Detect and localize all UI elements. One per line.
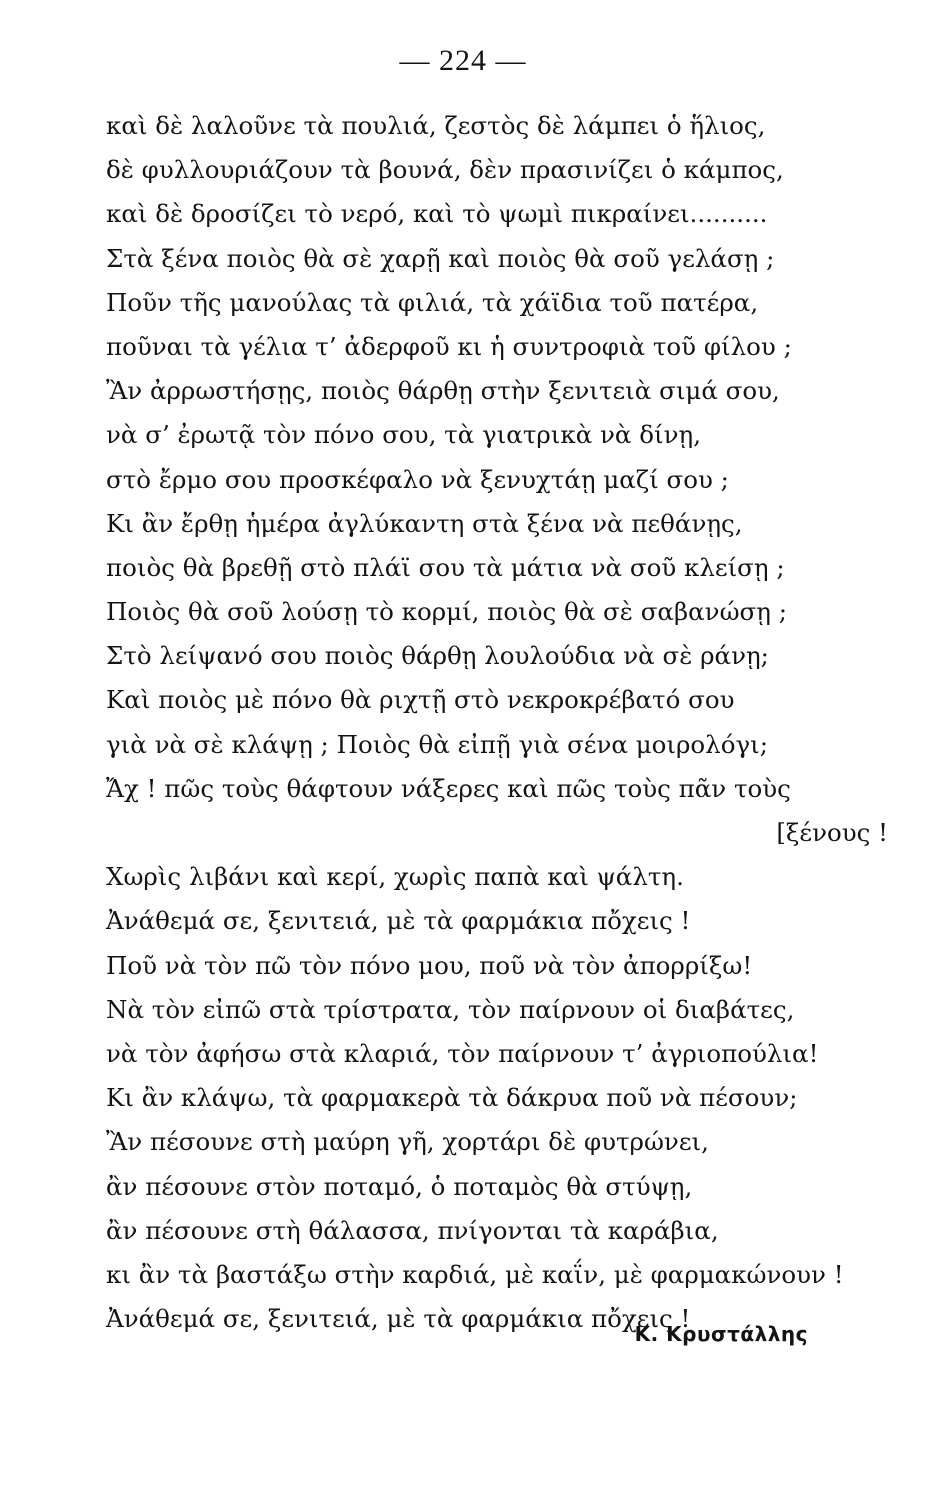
- poem-line: Κι ἂν κλάψω, τὰ φαρμακερὰ τὰ δάκρυα ποῦ νὰ πέσουν;: [106, 1083, 798, 1113]
- poem-text: [106, 104, 896, 1341]
- poem-line: κι ἂν τὰ βαστάξω στὴν καρδιά, μὲ καΐν, μὲ φαρμακώνουν !: [106, 1259, 844, 1289]
- author-signature: Κ. Κρυστάλλης: [634, 1322, 808, 1346]
- poem-line: Κι ἂν ἔρθῃ ἡμέρα ἀγλύκαντη στὰ ξένα νὰ πεθάνῃς,: [106, 508, 743, 538]
- poem-line: Χωρὶς λιβάνι καὶ κερί, χωρὶς παπὰ καὶ ψάλτη.: [106, 862, 684, 892]
- page-number: — 224 —: [399, 44, 527, 77]
- poem-line: Ποιὸς θὰ σοῦ λούσῃ τὸ κορμί, ποιὸς θὰ σὲ σαβανώσῃ ;: [106, 597, 787, 627]
- poem-line: ποιὸς θὰ βρεθῇ στὸ πλάϊ σου τὰ μάτια νὰ σοῦ κλείσῃ ;: [106, 552, 785, 582]
- poem-line: ἂν πέσουνε στὸν ποταμό, ὁ ποταμὸς θὰ στύψῃ,: [106, 1171, 693, 1201]
- poem-line: Ἀνάθεμά σε, ξενιτειά, μὲ τὰ φαρμάκια πὄχεις !: [106, 906, 691, 936]
- poem-line: Ἂν ἀρρωστήσῃς, ποιὸς θάρθῃ στὴν ξενιτειὰ σιμά σου,: [106, 376, 780, 406]
- poem-line: γιὰ νὰ σὲ κλάψῃ ; Ποιὸς θὰ εἰπῇ γιὰ σένα μοιρολόγι;: [106, 729, 768, 759]
- poem-line: Ποῦ νὰ τὸν πῶ τὸν πόνο μου, ποῦ νὰ τὸν ἀπορρίξω!: [106, 950, 753, 980]
- poem-line: νὰ τὸν ἀφήσω στὰ κλαριά, τὸν παίρνουν τ’ ἀγριοπούλια!: [106, 1038, 819, 1068]
- poem-line: δὲ φυλλουριάζουν τὰ βουνά, δὲν πρασινίζει ὁ κάμπος,: [106, 155, 784, 185]
- poem-line: Ποῦν τῆς μανούλας τὰ φιλιά, τὰ χάϊδια τοῦ πατέρα,: [106, 287, 759, 317]
- poem-line: στὸ ἔρμο σου προσκέφαλο νὰ ξενυχτάῃ μαζί σου ;: [106, 464, 729, 494]
- poem-line: καὶ δὲ δροσίζει τὸ νερό, καὶ τὸ ψωμὶ πικραίνει..........: [106, 199, 768, 229]
- poem-line: καὶ δὲ λαλοῦνε τὰ πουλιά, ζεστὸς δὲ λάμπει ὁ ἥλιος,: [106, 111, 766, 140]
- poem-line: ἂν πέσουνε στὴ θάλασσα, πνίγονται τὰ καράβια,: [106, 1215, 719, 1245]
- poem-line: Ἂν πέσουνε στὴ μαύρη γῆ, χορτάρι δὲ φυτρώνει,: [106, 1127, 709, 1157]
- poem-line: ποῦναι τὰ γέλια τ’ ἀδερφοῦ κι ἡ συντροφιὰ τοῦ φίλου ;: [106, 331, 792, 361]
- poem-line: Καὶ ποιὸς μὲ πόνο θὰ ριχτῇ στὸ νεκροκρέβατό σου: [106, 685, 735, 715]
- poem-line: Στὸ λείψανό σου ποιὸς θάρθῃ λουλούδια νὰ σὲ ράνῃ;: [106, 641, 769, 671]
- poem-line: Ἀνάθεμά σε, ξενιτειά, μὲ τὰ φαρμάκια πὄχεις !: [106, 1304, 691, 1334]
- poem-line-continuation: [ξένους !: [776, 818, 888, 847]
- poem-line: Ἄχ ! πῶς τοὺς θάφτουν νάξερες καὶ πῶς τοὺς πᾶν τοὺς: [106, 773, 791, 803]
- poem-line: Νὰ τὸν εἰπῶ στὰ τρίστρατα, τὸν παίρνουν οἱ διαβάτες,: [106, 994, 795, 1024]
- poem-line: νὰ σ’ ἐρωτᾷ τὸν πόνο σου, τὰ γιατρικὰ νὰ δίνῃ,: [106, 420, 701, 450]
- poem-line: Στὰ ξένα ποιὸς θὰ σὲ χαρῇ καὶ ποιὸς θὰ σοῦ γελάσῃ ;: [106, 243, 775, 273]
